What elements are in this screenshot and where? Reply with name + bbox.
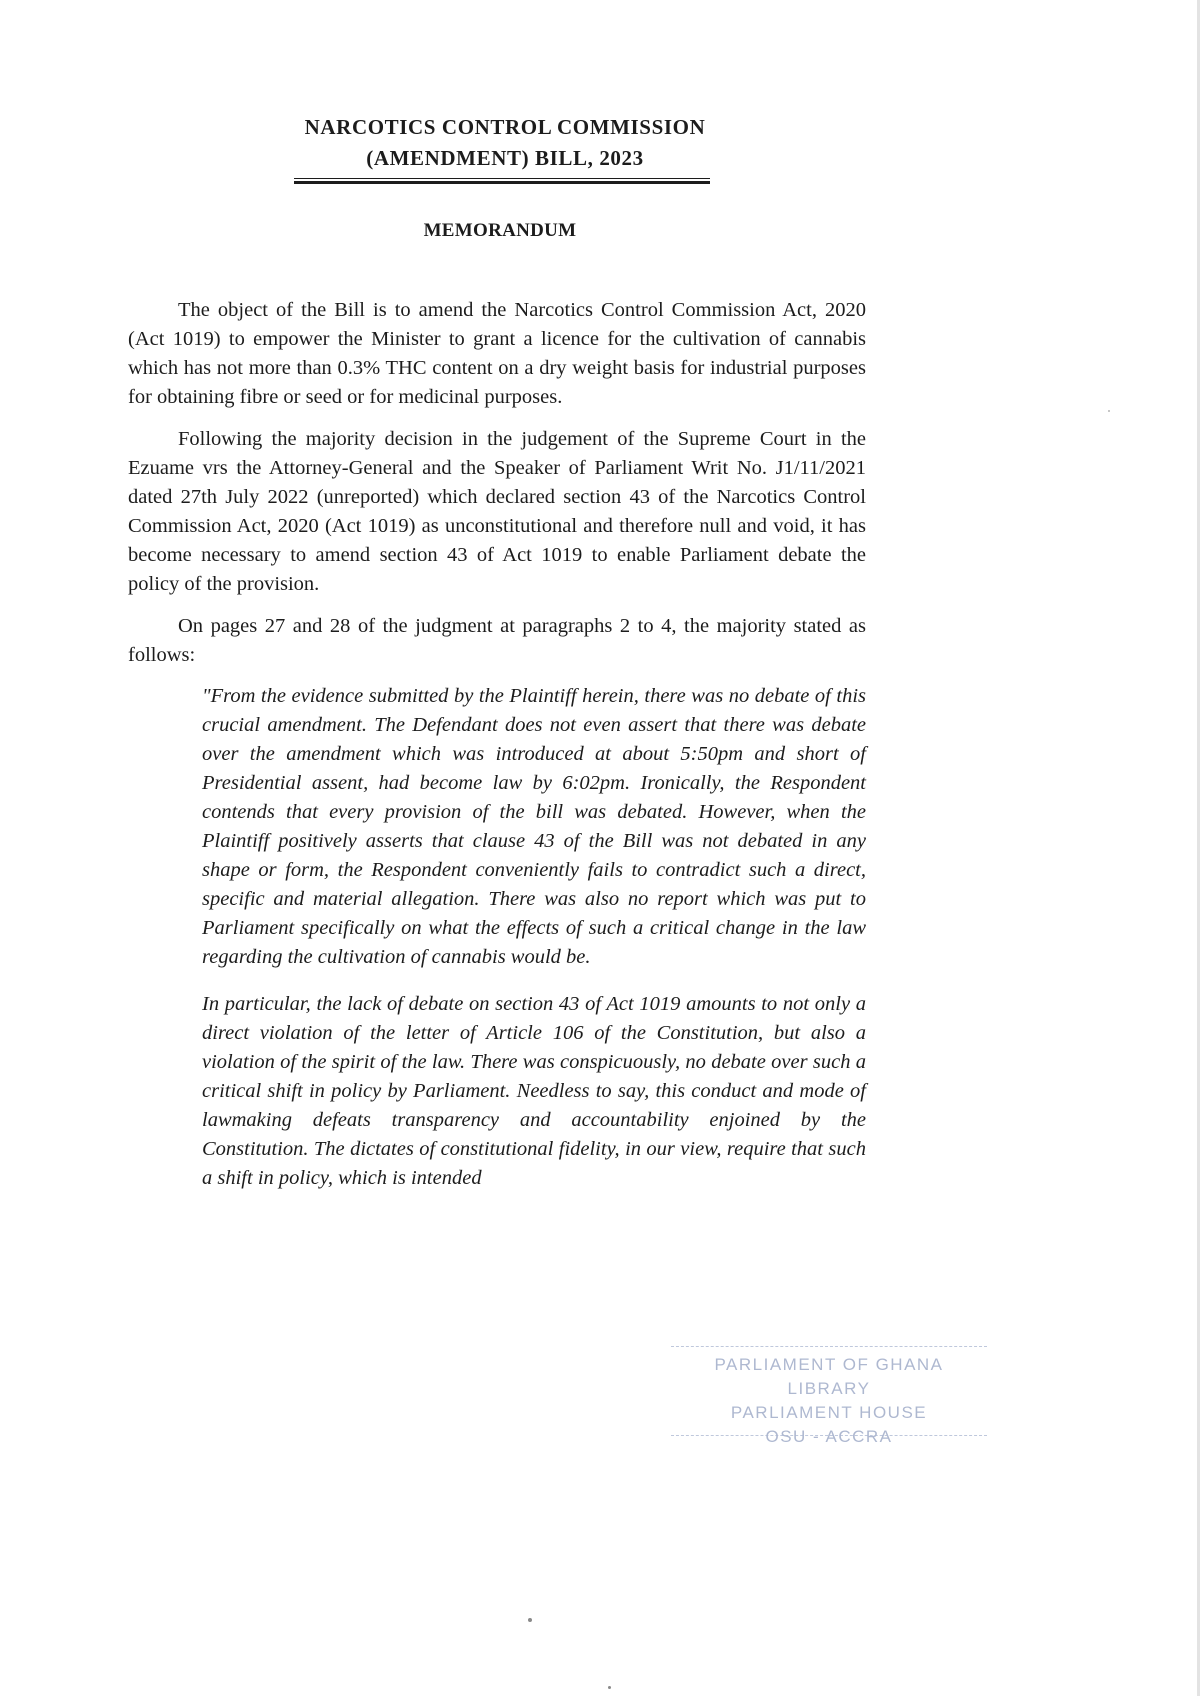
scan-speck [608, 1686, 611, 1689]
stamp-line-1: PARLIAMENT OF GHANA LIBRARY [714, 1355, 944, 1398]
paragraph-majority-intro: On pages 27 and 28 of the judgment at paragraphs 2 to 4, the majority stated as follows: [128, 615, 866, 666]
stamp-line-2: PARLIAMENT HOUSE [730, 1403, 928, 1422]
title-line-1: NARCOTICS CONTROL COMMISSION [304, 115, 706, 139]
paragraph-object: The object of the Bill is to amend the Narcotics Control Commission Act, 2020 (Act 1019) to empower the Minister to grant a licence for the cultivation of cannabis which has not more than 0.3% THC content on a dry weight basis for industrial purposes for obtaining fibre or seed or for medicinal purposes. [128, 299, 866, 408]
quote-paragraph-1: "From the evidence submitted by the Plaintiff herein, there was no debate of this crucial amendment. The Defendant does not even assert that there was debate over the amendment which was introduced at about 5:50pm and short of Presidential assent, had become law by 6:02pm. Ironically, the Respondent contends that every provision of the bill was debated. However, when the Plaintiff positively asserts that clause 43 of the Bill was not debated in any shape or form, the Respondent conveniently fails to contradict such a direct, specific and material allegation. There was also no report which was put to Parliament specifically on what the effects of such a critical change in the law regarding the cultivation of cannabis would be. [202, 685, 866, 968]
title-underline [294, 178, 710, 184]
memorandum-heading: MEMORANDUM [423, 220, 577, 241]
stamp-line-3: OSU - ACCRA [765, 1427, 893, 1446]
scan-speck [1108, 410, 1110, 412]
memorandum-body [128, 296, 866, 1211]
scan-speck [528, 1618, 532, 1622]
library-stamp [671, 1346, 987, 1446]
quote-paragraph-2: In particular, the lack of debate on section 43 of Act 1019 amounts to not only a direct violation of the letter of Article 106 of the Constitution, but also a violation of the spirit of the law. There was conspicuously, no debate over such a critical shift in policy by Parliament. Needless to say, this conduct and mode of lawmaking defeats transparency and accountability enjoined by the Constitution. The dictates of constitutional fidelity, in our view, require that such a shift in policy, which is intended [202, 993, 866, 1189]
document-title [0, 112, 1010, 174]
title-line-2: (AMENDMENT) BILL, 2023 [366, 146, 644, 170]
judgment-quote [202, 682, 866, 1193]
paragraph-judgement: Following the majority decision in the judgement of the Supreme Court in the Ezuame vrs the Attorney-General and the Speaker of Parliament Writ No. J1/11/2021 dated 27th July 2022 (unreported) which declared section 43 of the Narcotics Control Commission Act, 2020 (Act 1019) as unconstitutional and therefore null and void, it has become necessary to amend section 43 of Act 1019 to enable Parliament debate the policy of the provision. [128, 428, 866, 595]
